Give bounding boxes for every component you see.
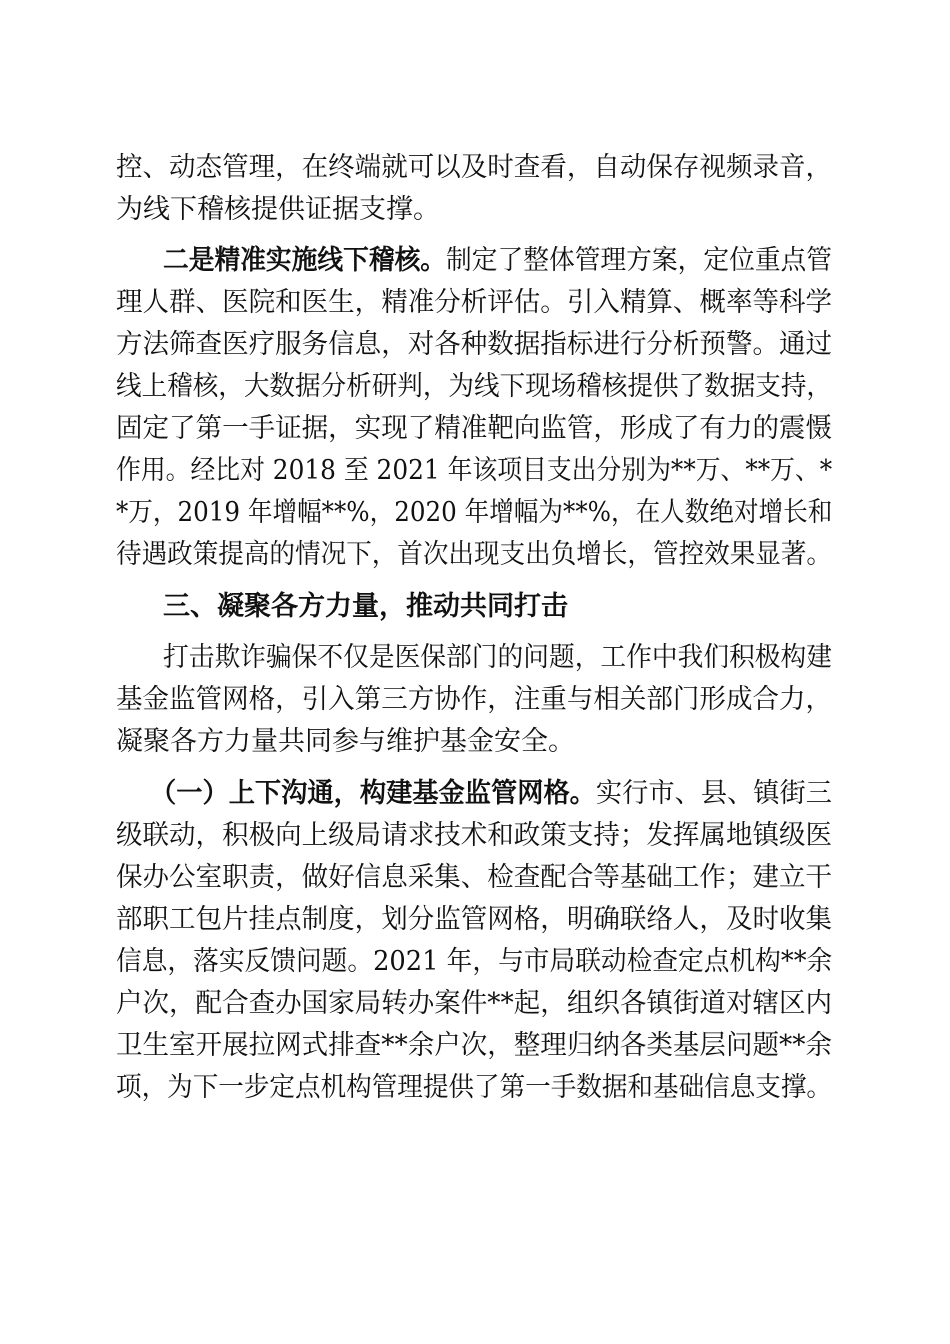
line-text: 方法筛查医疗服务信息，对各种数据指标进行分析预警。通过: [116, 329, 833, 360]
line-text: 信息，落实反馈问题。2021 年，与市局联动检查定点机构**余: [116, 946, 833, 977]
line-text: *万，2019 年增幅**%，2020 年增幅为**%，在人数绝对增长和: [116, 497, 833, 528]
line-text: 项，为下一步定点机构管理提供了第一手数据和基础信息支撑。: [116, 1072, 833, 1103]
section-heading: [163, 582, 832, 632]
body-line: [116, 717, 832, 767]
subsection-heading: （一）上下沟通，构建基金监管网格。: [150, 778, 596, 809]
body-line: [116, 1063, 833, 1113]
line-text: 理人群、医院和医生，精准分析评估。引入精算、概率等科学: [116, 287, 833, 318]
line-text: 固定了第一手证据，实现了精准靶向监管，形成了有力的震慑: [116, 413, 833, 444]
line-text: 户次，配合查办国家局转办案件**起，组织各镇街道对辖区内: [116, 988, 833, 1019]
section-heading-text: 三、凝聚各方力量，推动共同打击: [163, 591, 568, 622]
line-text: 为线下稽核提供证据支撑。: [116, 194, 440, 225]
line-text: 制定了整体管理方案，定位重点管: [446, 245, 833, 276]
line-text: 打击欺诈骗保不仅是医保部门的问题，工作中我们积极构建: [163, 642, 833, 673]
line-text: 实行市、县、镇街三: [595, 778, 832, 809]
line-text: 卫生室开展拉网式排查**余户次，整理归纳各类基层问题**余: [116, 1030, 833, 1061]
line-text: 基金监管网格，引入第三方协作，注重与相关部门形成合力，: [116, 684, 833, 715]
line-text: 凝聚各方力量共同参与维护基金安全。: [116, 726, 575, 757]
line-text: 级联动，积极向上级局请求技术和政策支持；发挥属地镇级医: [116, 820, 833, 851]
line-text: 待遇政策提高的情况下，首次出现支出负增长，管控效果显著。: [116, 539, 833, 570]
paragraph-lead-heading: 二是精准实施线下稽核。: [163, 245, 447, 276]
line-text: 线上稽核，大数据分析研判，为线下现场稽核提供了数据支持，: [116, 371, 833, 402]
line-text: 控、动态管理，在终端就可以及时查看，自动保存视频录音，: [116, 152, 833, 183]
line-text: 部职工包片挂点制度，划分监管网格，明确联络人，及时收集: [116, 904, 833, 935]
line-text: 作用。经比对 2018 至 2021 年该项目支出分别为**万、**万、*: [116, 455, 833, 486]
body-line: [116, 530, 833, 580]
body-line: [116, 185, 832, 235]
line-text: 保办公室职责，做好信息采集、检查配合等基础工作；建立干: [116, 862, 833, 893]
